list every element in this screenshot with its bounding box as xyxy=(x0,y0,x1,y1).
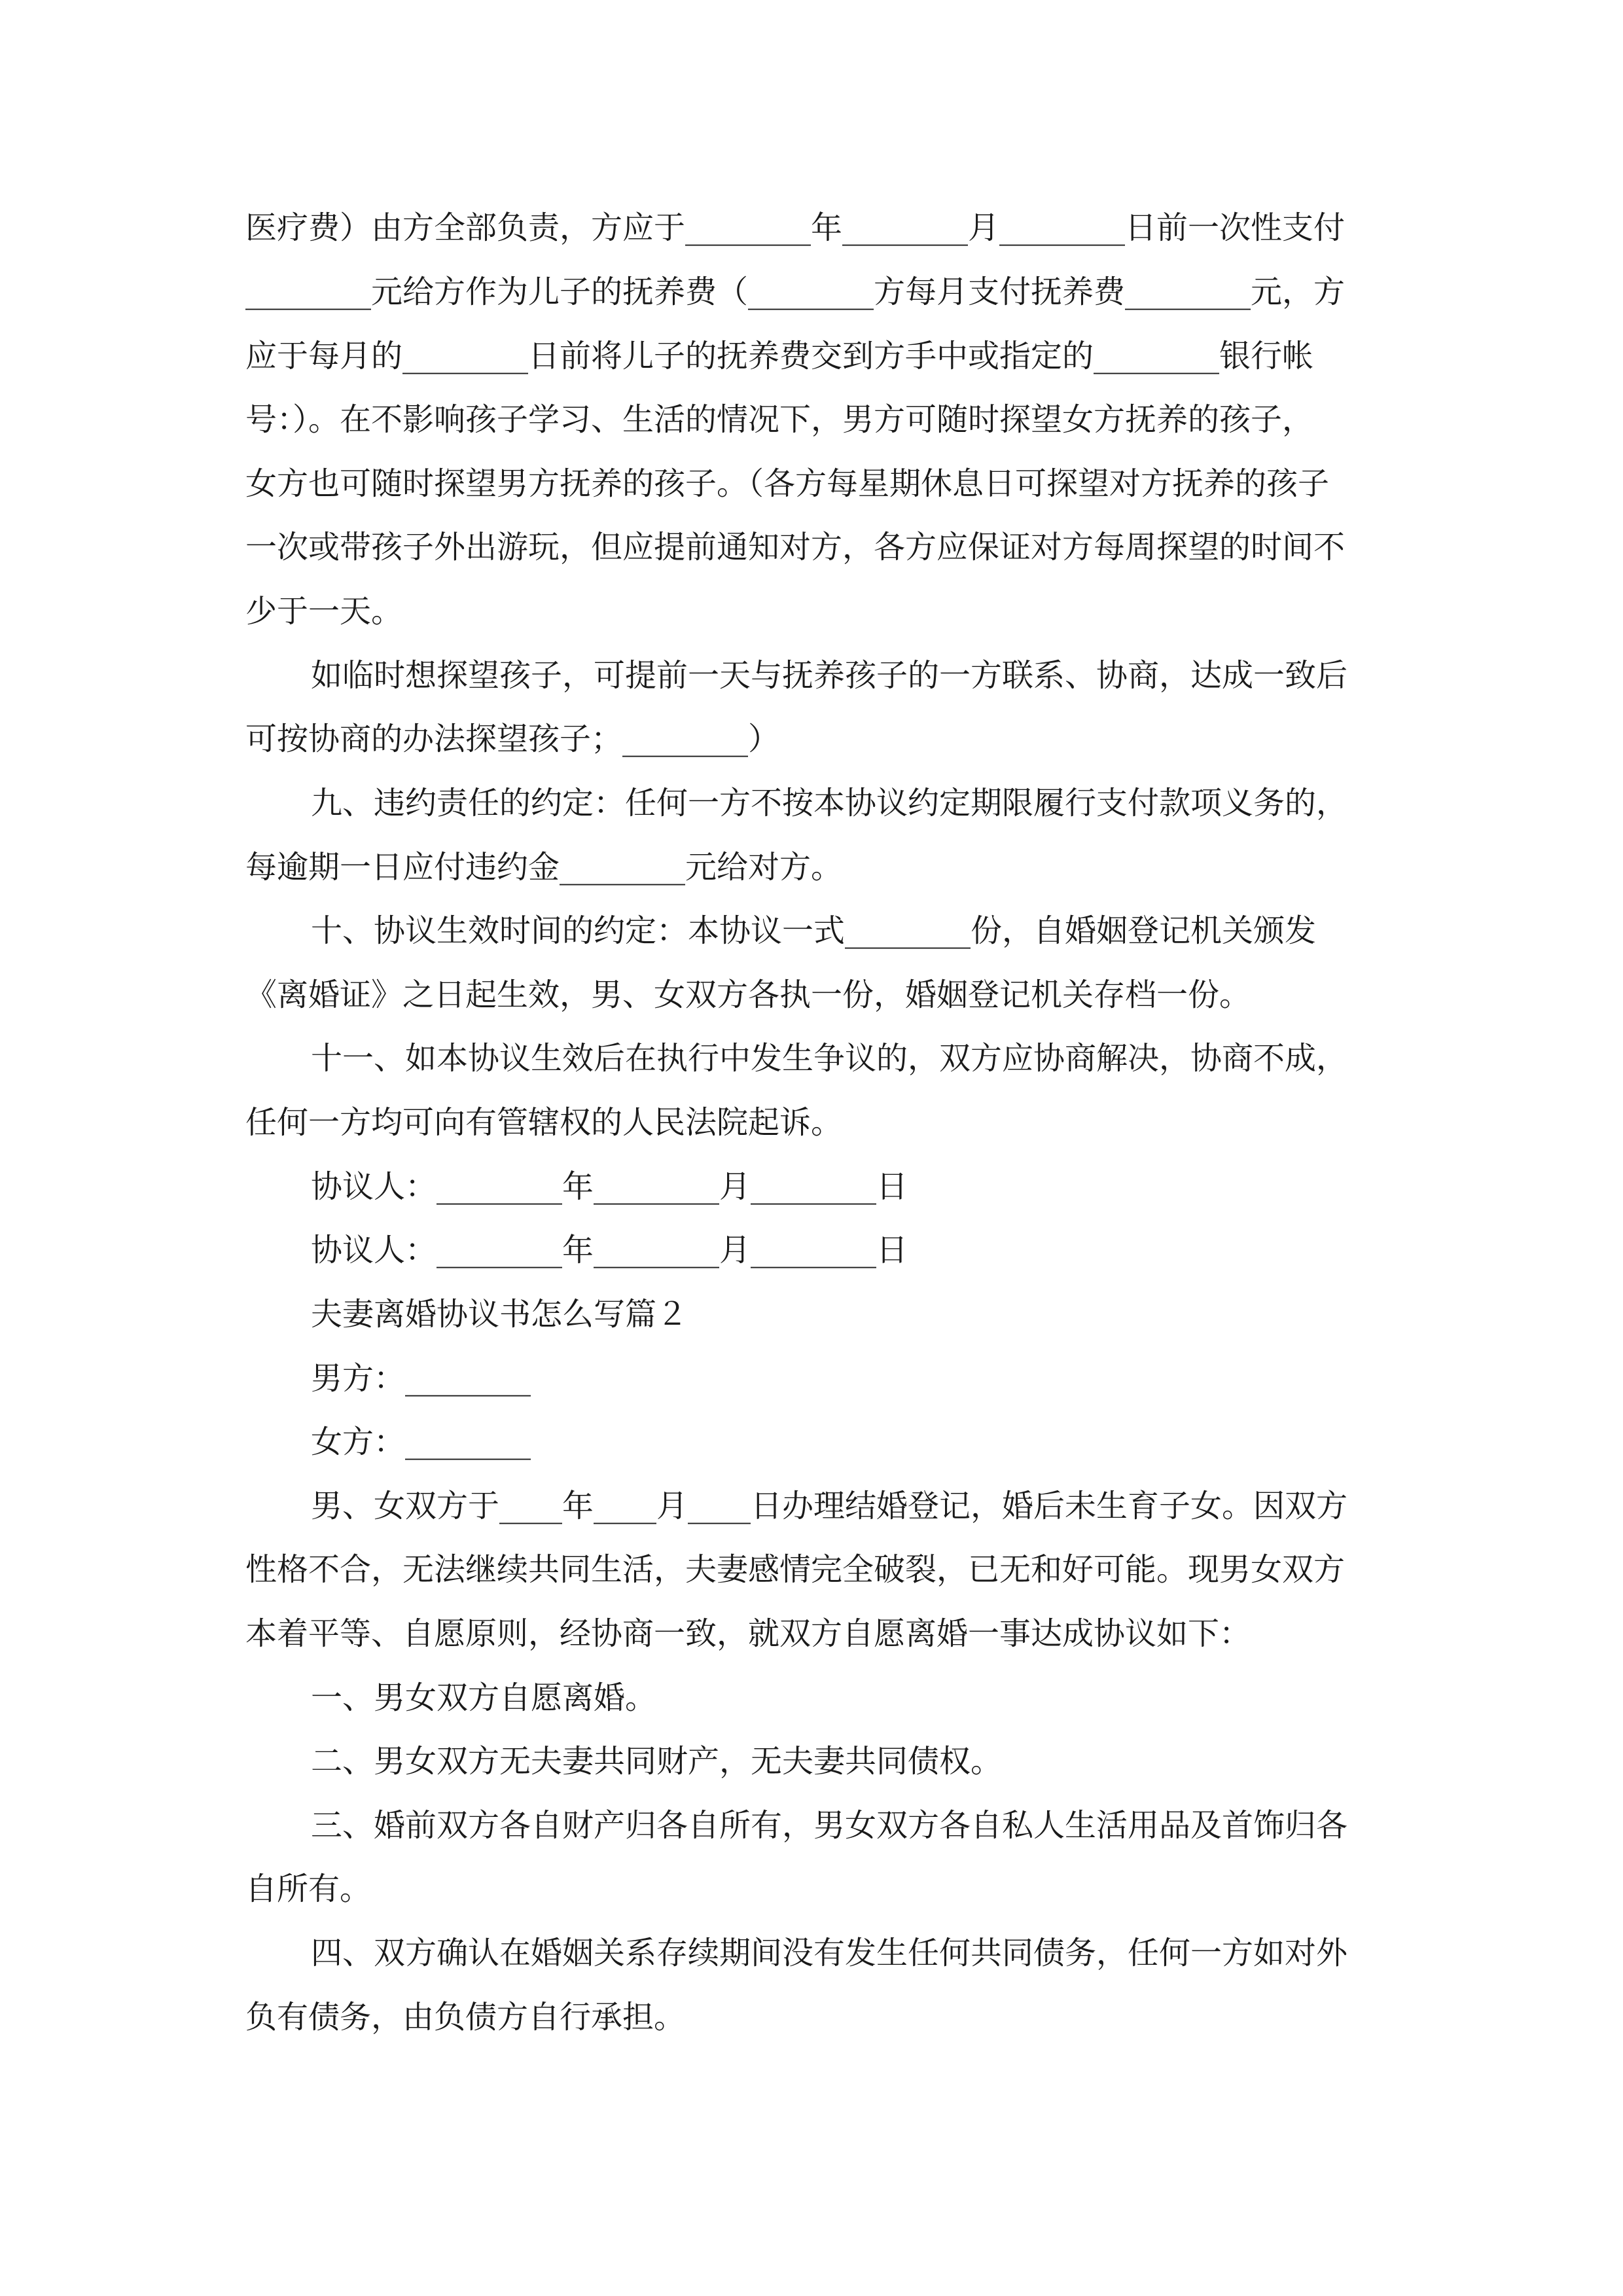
party-line: 男方：________ xyxy=(311,1360,531,1397)
text-line: 十一、如本协议生效后在执行中发生争议的，双方应协商解决，协商不成， xyxy=(311,1040,1348,1077)
section-heading: 夫妻离婚协议书怎么写篇２ xyxy=(311,1296,688,1333)
text-line: 二、男女双方无夫妻共同财产，无夫妻共同债权。 xyxy=(311,1743,1003,1780)
text-line: 如临时想探望孩子，可提前一天与抚养孩子的一方联系、协商，达成一致后 xyxy=(311,657,1348,694)
text-line: 应于每月的________日前将儿子的抚养费交到方手中或指定的________银行帐 xyxy=(245,338,1314,374)
text-line: 自所有。 xyxy=(245,1871,372,1907)
text-line: 女方也可随时探望男方抚养的孩子。（各方每星期休息日可探望对方抚养的孩子 xyxy=(245,465,1330,502)
signature-line: 协议人：________年________月________日 xyxy=(311,1168,908,1205)
text-line: 三、婚前双方各自财产归各自所有，男女双方各自私人生活用品及首饰归各 xyxy=(311,1807,1348,1844)
text-line: 号：）。在不影响孩子学习、生活的情况下，男方可随时探望女方抚养的孩子， xyxy=(245,401,1314,438)
party-line: 女方：________ xyxy=(311,1424,531,1460)
text-line: 医疗费）由方全部负责，方应于________年________月________日前一次性支付 xyxy=(245,209,1346,246)
text-line: 性格不合，无法继续共同生活，夫妻感情完全破裂，已无和好可能。现男女双方 xyxy=(245,1551,1346,1588)
text-line: 一、男女双方自愿离婚。 xyxy=(311,1679,657,1716)
text-line: 九、违约责任的约定：任何一方不按本协议约定期限履行支付款项义务的， xyxy=(311,785,1348,821)
text-line: 任何一方均可向有管辖权的人民法院起诉。 xyxy=(245,1104,843,1141)
text-line: 男、女双方于____年____月____日办理结婚登记，婚后未生育子女。因双方 xyxy=(311,1488,1348,1524)
text-line: 可按协商的办法探望孩子；________） xyxy=(245,721,780,757)
text-line: ________元给方作为儿子的抚养费（________方每月支付抚养费________元，方 xyxy=(245,274,1346,310)
text-line: 一次或带孩子外出游玩，但应提前通知对方，各方应保证对方每周探望的时间不 xyxy=(245,529,1346,565)
text-line: 四、双方确认在婚姻关系存续期间没有发生任何共同债务，任何一方如对外 xyxy=(311,1935,1348,1971)
text-line: 《离婚证》之日起生效，男、女双方各执一份，婚姻登记机关存档一份。 xyxy=(245,977,1251,1013)
text-line: 十、协议生效时间的约定：本协议一式________份，自婚姻登记机关颁发 xyxy=(311,912,1317,949)
text-line: 负有债务，由负债方自行承担。 xyxy=(245,1999,686,2036)
text-line: 少于一天。 xyxy=(245,593,403,630)
text-line: 每逾期一日应付违约金________元给对方。 xyxy=(245,849,843,886)
text-line: 本着平等、自愿原则，经协商一致，就双方自愿离婚一事达成协议如下： xyxy=(245,1615,1251,1652)
signature-line: 协议人：________年________月________日 xyxy=(311,1232,908,1268)
